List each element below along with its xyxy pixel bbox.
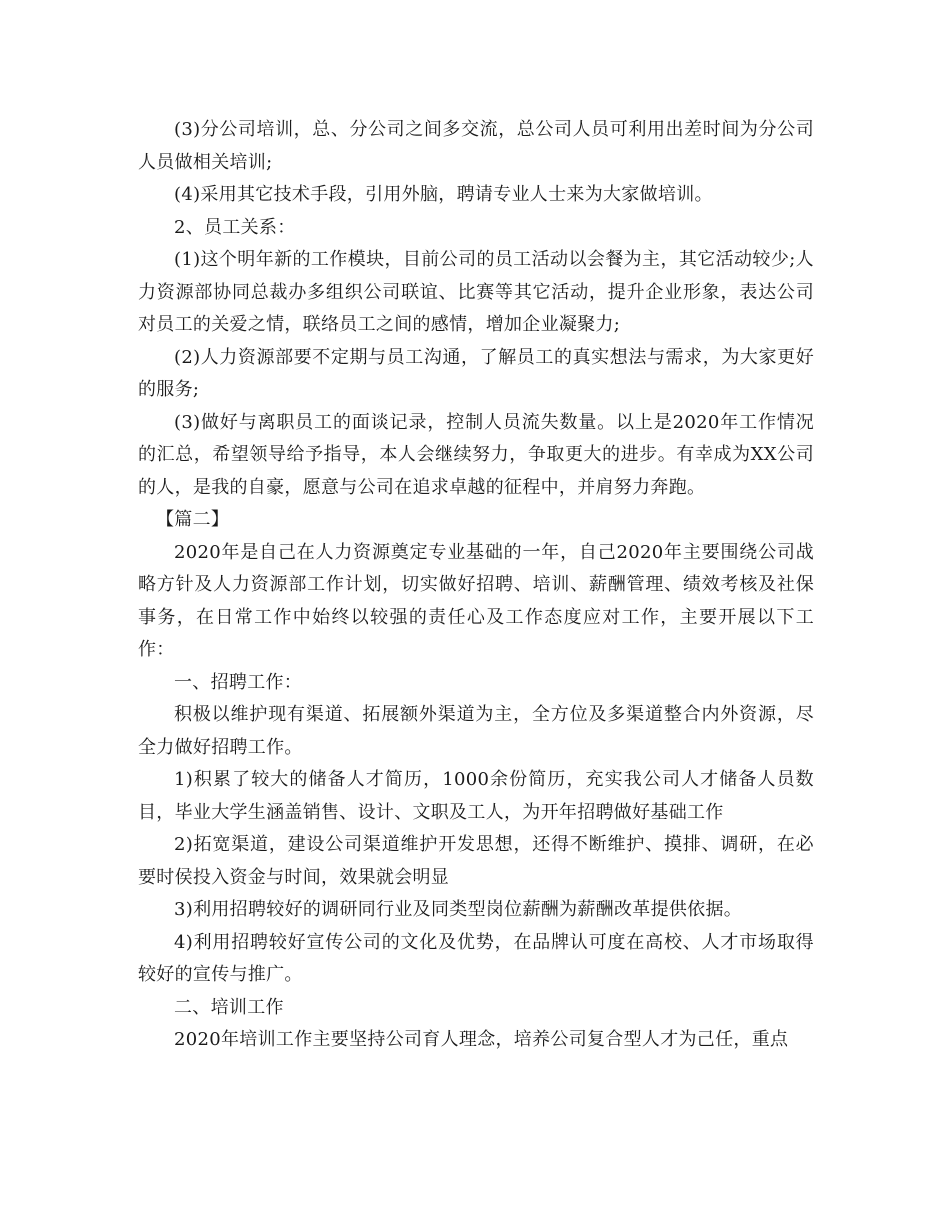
paragraph-5: (2)人力资源部要不定期与员工沟通，了解员工的真实想法与需求，为大家更好的服务; (138, 346, 814, 400)
paragraph-8: 2020年是自己在人力资源奠定专业基础的一年，自己2020年主要围绕公司战略方针及人力资源部工作计划，切实做好招聘、培训、薪酬管理、绩效考核及社保事务，在日常工作中始终以较强的责任心及工作态度应对工作，主要开展以下工作： (138, 541, 814, 660)
paragraph-14: 4)利用招聘较好宣传公司的文化及优势，在品牌认可度在高校、人才市场取得较好的宣传与推广。 (138, 931, 814, 985)
paragraph-13: 3)利用招聘较好的调研同行业及同类型岗位薪酬为薪酬改革提供依据。 (174, 899, 743, 920)
paragraph-16: 2020年培训工作主要坚持公司育人理念，培养公司复合型人才为己任，重点 (174, 1029, 789, 1050)
document-body (138, 114, 814, 1057)
paragraph-10: 积极以维护现有渠道、拓展额外渠道为主，全方位及多渠道整合内外资源，尽全力做好招聘工作。 (138, 704, 814, 758)
chapter-heading-part-two: 【篇二】 (156, 509, 230, 530)
paragraph-1: (3)分公司培训，总、分公司之间多交流，总公司人员可利用出差时间为分公司人员做相关培训; (138, 119, 814, 173)
section-heading-employee-relations: 2、员工关系： (174, 216, 296, 238)
paragraph-2: (4)采用其它技术手段，引用外脑，聘请专业人士来为大家做培训。 (174, 184, 713, 205)
paragraph-12: 2)拓宽渠道，建设公司渠道维护开发思想，还得不断维护、摸排、调研，在必要时侯投入资金与时间，效果就会明显 (138, 834, 814, 888)
paragraph-11: 1)积累了较大的储备人才简历，1000余份简历，充实我公司人才储备人员数目，毕业大学生涵盖销售、设计、文职及工人，为开年招聘做好基础工作 (138, 769, 814, 823)
section-heading-training: 二、培训工作 (174, 996, 284, 1018)
section-heading-recruitment: 一、招聘工作： (174, 671, 303, 693)
paragraph-6: (3)做好与离职员工的面谈记录，控制人员流失数量。以上是2020年工作情况的汇总，希望领导给予指导，本人会继续努力，争取更大的进步。有幸成为XX公司的人，是我的自豪，愿意与公司在追求卓越的征程中，并肩努力奔跑。 (138, 411, 814, 498)
paragraph-4: (1)这个明年新的工作模块，目前公司的员工活动以会餐为主，其它活动较少;人力资源部协同总裁办多组织公司联谊、比赛等其它活动，提升企业形象，表达公司对员工的关爱之情，联络员工之间的感情，增加企业凝聚力; (138, 249, 814, 335)
